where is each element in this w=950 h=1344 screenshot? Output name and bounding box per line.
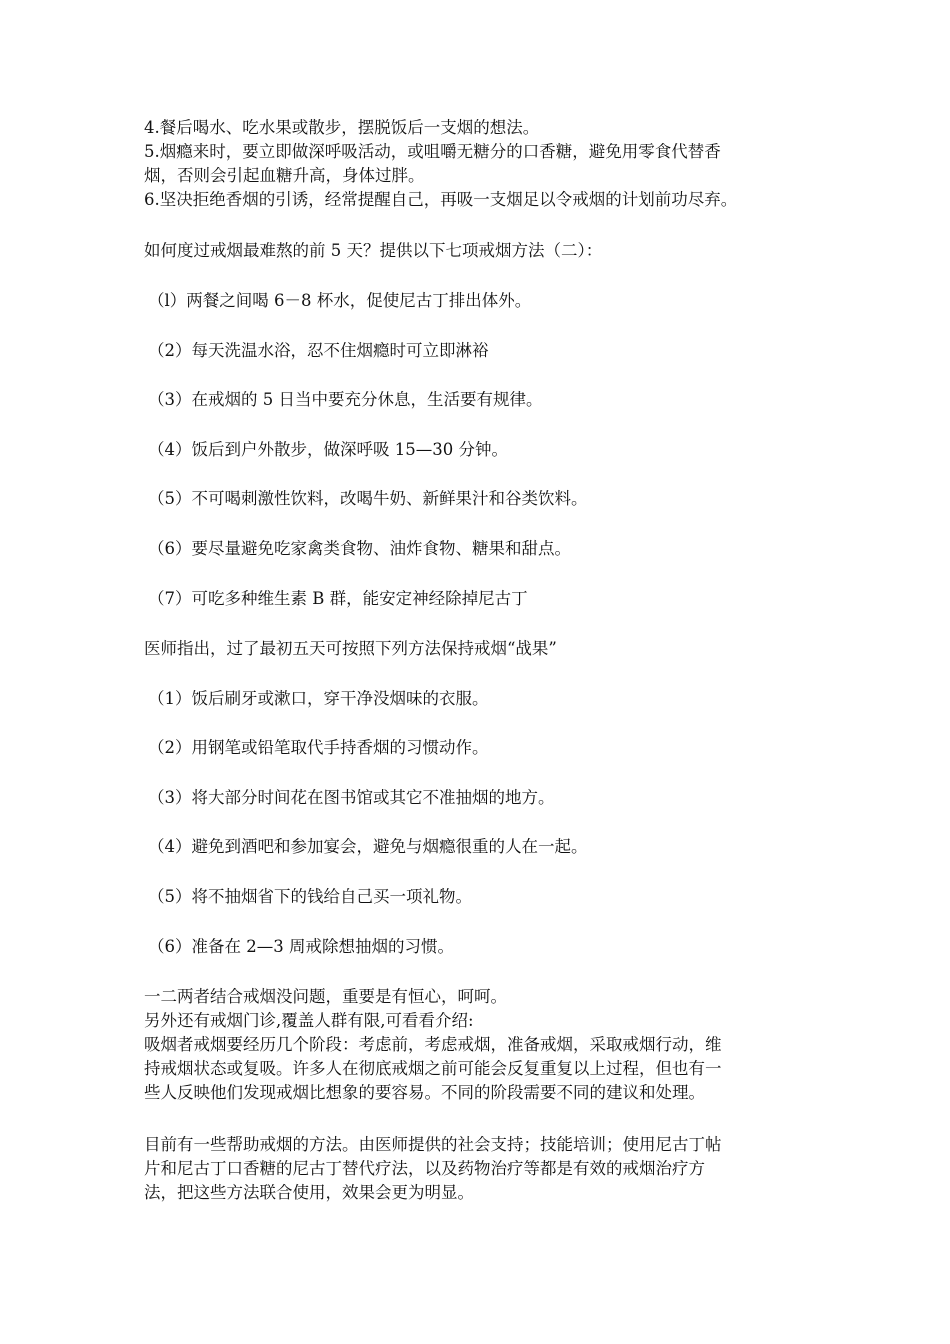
- closing-line-3: 吸烟者戒烟要经历几个阶段：考虑前，考虑戒烟，准备戒烟，采取戒烟行动，维: [144, 1035, 722, 1054]
- closing-line-2: 另外还有戒烟门诊,覆盖人群有限,可看看介绍:: [144, 1011, 474, 1030]
- section-two-item-3: （3）将大部分时间花在图书馆或其它不准抽烟的地方。: [148, 788, 555, 807]
- section-two-heading: 医师指出，过了最初五天可按照下列方法保持戒烟“战果”: [144, 639, 557, 658]
- section-one-item-2: （2）每天洗温水浴，忍不住烟瘾时可立即淋裕: [148, 341, 489, 360]
- section-two-item-1: （1）饭后刷牙或漱口，穿干净没烟味的衣服。: [148, 689, 489, 708]
- tip-line-4: 4.餐后喝水、吃水果或散步，摆脱饭后一支烟的想法。: [144, 118, 540, 137]
- section-two-item-2: （2）用钢笔或铅笔取代手持香烟的习惯动作。: [148, 738, 489, 757]
- closing-line-1: 一二两者结合戒烟没问题，重要是有恒心，呵呵。: [144, 987, 507, 1006]
- section-one-item-6: （6）要尽量避免吃家禽类食物、油炸食物、糖果和甜点。: [148, 539, 571, 558]
- closing-line-5: 些人反映他们发现戒烟比想象的要容易。不同的阶段需要不同的建议和处理。: [144, 1083, 705, 1102]
- tip-line-6: 6.坚决拒绝香烟的引诱，经常提醒自己，再吸一支烟足以令戒烟的计划前功尽弃。: [144, 190, 738, 209]
- final-paragraph-line-2: 片和尼古丁口香糖的尼古丁替代疗法，以及药物治疗等都是有效的戒烟治疗方: [144, 1159, 705, 1178]
- section-two-item-5: （5）将不抽烟省下的钱给自己买一项礼物。: [148, 887, 472, 906]
- tip-line-5b: 烟，否则会引起血糖升高，身体过胖。: [144, 166, 425, 185]
- section-one-item-4: （4）饭后到户外散步，做深呼吸 15—30 分钟。: [148, 440, 508, 459]
- tip-line-5a: 5.烟瘾来时，要立即做深呼吸活动，或咀嚼无糖分的口香糖，避免用零食代替香: [144, 142, 721, 161]
- section-one-item-3: （3）在戒烟的 5 日当中要充分休息，生活要有规律。: [148, 390, 543, 409]
- final-paragraph-line-1: 目前有一些帮助戒烟的方法。由医师提供的社会支持；技能培训；使用尼古丁帖: [144, 1135, 722, 1154]
- section-one-item-5: （5）不可喝刺激性饮料，改喝牛奶、新鲜果汁和谷类饮料。: [148, 489, 588, 508]
- section-two-item-4: （4）避免到酒吧和参加宴会，避免与烟瘾很重的人在一起。: [148, 837, 588, 856]
- section-one-heading: 如何度过戒烟最难熬的前 5 天？提供以下七项戒烟方法（二）：: [144, 241, 603, 260]
- final-paragraph-line-3: 法，把这些方法联合使用，效果会更为明显。: [144, 1183, 474, 1202]
- section-one-item-7: （7）可吃多种维生素 B 群，能安定神经除掉尼古丁: [148, 589, 528, 608]
- section-one-item-1: （l）两餐之间喝 6－8 杯水，促使尼古丁排出体外。: [148, 291, 532, 310]
- closing-line-4: 持戒烟状态或复吸。许多人在彻底戒烟之前可能会反复重复以上过程，但也有一: [144, 1059, 722, 1078]
- section-two-item-6: （6）准备在 2—3 周戒除想抽烟的习惯。: [148, 937, 454, 956]
